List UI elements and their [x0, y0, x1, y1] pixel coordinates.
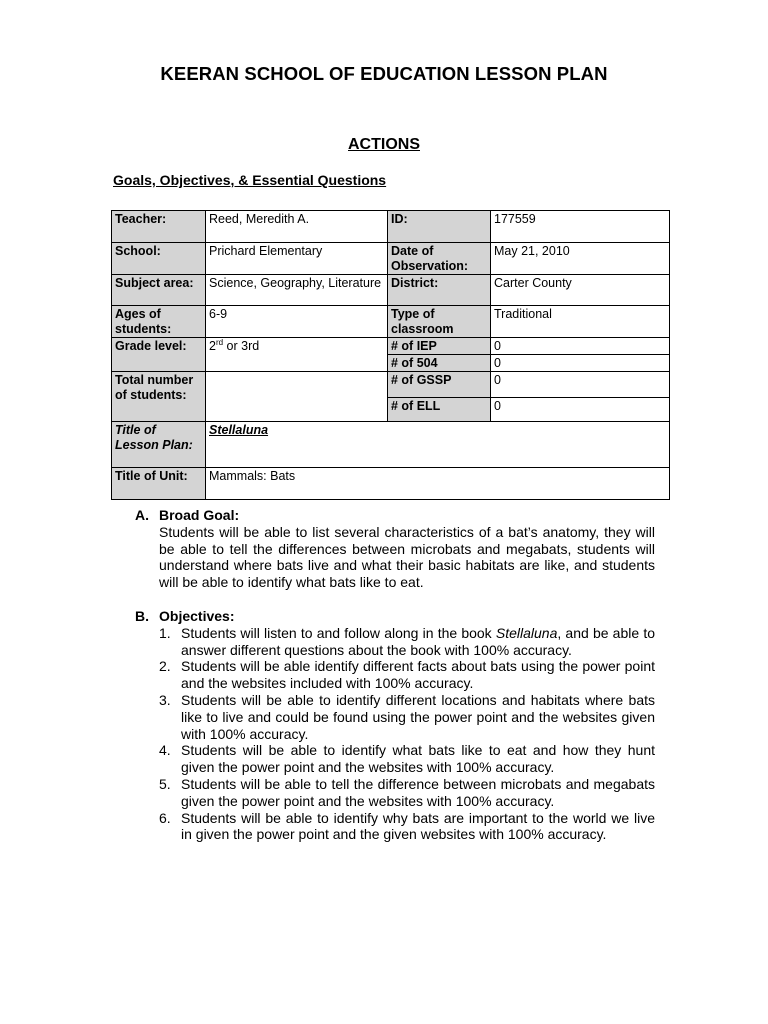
page-title: KEERAN SCHOOL OF EDUCATION LESSON PLAN: [160, 63, 608, 84]
subsection-title: Goals, Objectives, & Essential Questions: [113, 172, 387, 188]
table-row: [112, 211, 670, 243]
list-item: 2. Students will be able identify different facts about bats using the power point and the websites included with 100% accuracy.: [159, 658, 655, 692]
id-label: ID:: [388, 211, 491, 243]
list-item: 6. Students will be able to identify why bats are important to the world we live in given the power point and the given websites with 100% accuracy.: [159, 809, 655, 843]
date-label: Date of Observation:: [388, 243, 491, 275]
broad-goal-heading: [135, 507, 655, 524]
teacher-label: Teacher:: [112, 211, 206, 243]
school-label: School:: [112, 243, 206, 275]
gssp-value: 0: [491, 372, 670, 398]
list-item: 3. Students will be able to identify different locations and habitats where bats like to live and could be found using the power point and the websites given with 100% accuracy.: [159, 691, 655, 742]
s504-label: # of 504: [388, 355, 491, 372]
unit-label: Title of Unit:: [112, 468, 206, 500]
objectives-title: Objectives:: [159, 607, 235, 624]
date-value: May 21, 2010: [491, 243, 670, 275]
ages-label: Ages of students:: [112, 306, 206, 338]
total-label: Total number of students:: [112, 372, 206, 422]
school-value: Prichard Elementary: [206, 243, 388, 275]
broad-goal-title: Broad Goal:: [159, 507, 240, 523]
objectives-marker: B.: [135, 607, 149, 624]
classroom-label: Type of classroom: [388, 306, 491, 338]
broad-goal-text: Students will be able to list several characteristics of a bat’s anatomy, they will be able to tell the differences between microbats and megabats, students will understand where bats live and what their basic habitats are like, and students will be able to identify what bats like to eat.: [159, 523, 655, 591]
lesson-title-value: Stellaluna: [206, 422, 670, 468]
section-title: ACTIONS: [348, 136, 420, 153]
table-row: [112, 468, 670, 500]
unit-value: Mammals: Bats: [206, 468, 670, 500]
list-item: 4. Students will be able to identify what bats like to eat and how they hunt given the power point and the websites with 100% accuracy.: [159, 742, 655, 776]
table-row: [112, 372, 670, 398]
table-row: [112, 243, 670, 275]
id-value: 177559: [491, 211, 670, 243]
s504-value: 0: [491, 355, 670, 372]
broad-goal-marker: A.: [135, 507, 149, 523]
total-value: [206, 372, 388, 422]
gssp-label: # of GSSP: [388, 372, 491, 398]
objectives-heading: [135, 608, 655, 625]
goals-section: [135, 507, 655, 843]
teacher-value: Reed, Meredith A.: [206, 211, 388, 243]
table-row: [112, 306, 670, 338]
district-value: Carter County: [491, 275, 670, 306]
subject-value: Science, Geography, Literature: [206, 275, 388, 306]
grade-label: Grade level:: [112, 338, 206, 372]
district-label: District:: [388, 275, 491, 306]
table-row: [112, 275, 670, 306]
objectives-list: [159, 625, 655, 843]
grade-value: 2rd or 3rd: [206, 338, 388, 372]
ell-label: # of ELL: [388, 398, 491, 422]
list-item: 5. Students will be able to tell the difference between microbats and megabats given the power point and the websites with 100% accuracy.: [159, 775, 655, 809]
list-item: 1. Students will listen to and follow along in the book Stellaluna, and be able to answer different questions about the book with 100% accuracy.: [159, 624, 655, 658]
table-row: [112, 338, 670, 355]
table-row: [112, 422, 670, 468]
iep-value: 0: [491, 338, 670, 355]
iep-label: # of IEP: [388, 338, 491, 355]
ell-value: 0: [491, 398, 670, 422]
classroom-value: Traditional: [491, 306, 670, 338]
lesson-title-label: Title of Lesson Plan:: [112, 422, 206, 468]
lesson-info-table: [111, 210, 670, 500]
subject-label: Subject area:: [112, 275, 206, 306]
ages-value: 6-9: [206, 306, 388, 338]
